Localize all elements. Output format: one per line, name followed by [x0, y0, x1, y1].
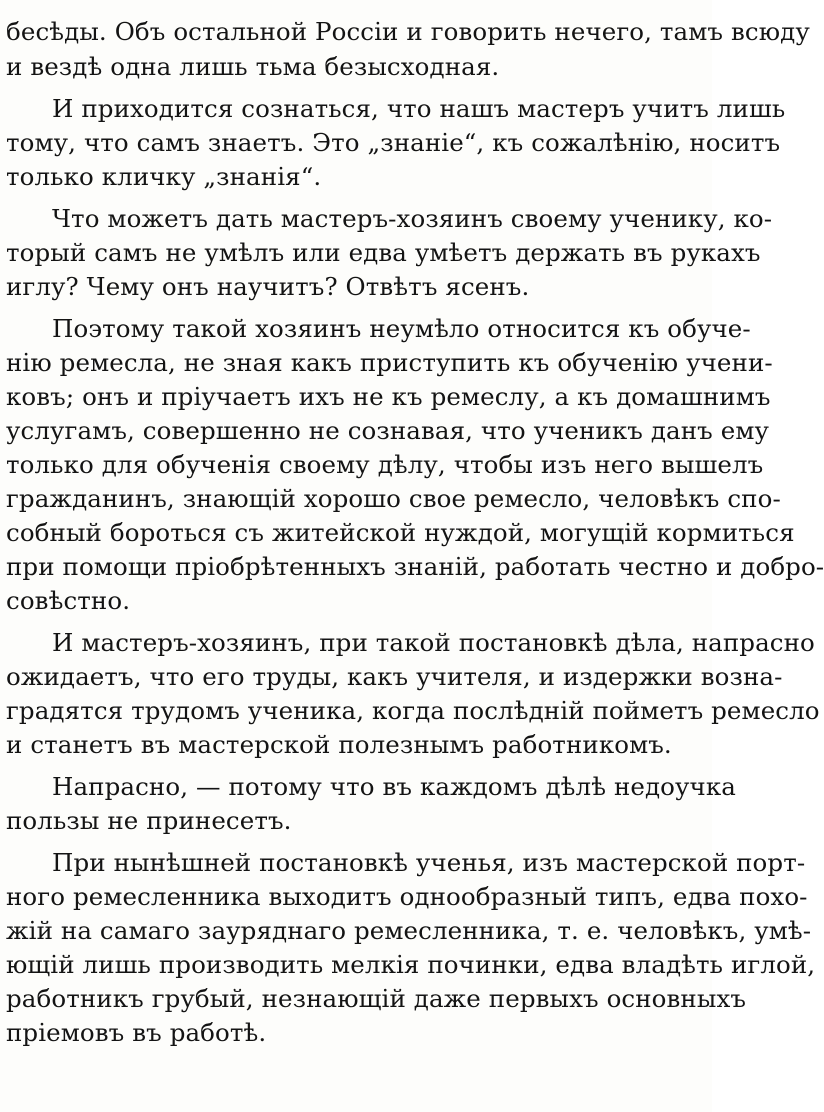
text-line: работникъ грубый, незнающій даже первыхъ основныхъ: [6, 984, 747, 1013]
text-line: жій на самаго зауряднаго ремесленника, т. е. человѣкъ, умѣ-: [6, 916, 812, 945]
text-line: ковъ; онъ и пріучаетъ ихъ не къ ремеслу, а къ домашнимъ: [6, 382, 771, 411]
text-line: и станетъ въ мастерской полезнымъ работникомъ.: [6, 730, 672, 759]
text-line: ного ремесленника выходитъ однообразный типъ, едва похо-: [6, 882, 808, 911]
paragraph-first-line: Поэтому такой хозяинъ неумѣло относится къ обуче-: [52, 314, 751, 343]
text-line: торый самъ не умѣлъ или едва умѣетъ держать въ рукахъ: [6, 238, 761, 267]
text-line: услугамъ, совершенно не сознавая, что ученикъ данъ ему: [6, 416, 770, 445]
paragraph-first-line: Напрасно, — потому что въ каждомъ дѣлѣ недоучка: [52, 772, 736, 801]
text-line: и вездѣ одна лишь тьма безысходная.: [6, 52, 500, 81]
paragraph-first-line: При нынѣшней постановкѣ ученья, изъ мастерской порт-: [52, 848, 806, 877]
text-line: совѣстно.: [6, 586, 131, 615]
paragraph-first-line: И приходится сознаться, что нашъ мастеръ учитъ лишь: [52, 94, 786, 123]
paragraph-first-line: Что можетъ дать мастеръ-хозяинъ своему ученику, ко-: [52, 204, 773, 233]
text-line: только кличку „знанія“.: [6, 162, 322, 191]
text-line: иглу? Чему онъ научитъ? Отвѣтъ ясенъ.: [6, 272, 530, 301]
text-line: пользы не принесетъ.: [6, 806, 292, 835]
text-line: градятся трудомъ ученика, когда послѣдній пойметъ ремесло: [6, 696, 820, 725]
text-line: ожидаетъ, что его труды, какъ учителя, и издержки возна-: [6, 662, 783, 691]
paragraph-first-line: И мастеръ-хозяинъ, при такой постановкѣ дѣла, напрасно: [52, 628, 815, 657]
text-line: ющій лишь производить мелкія починки, едва владѣть иглой,: [6, 950, 816, 979]
text-line: собный бороться съ житейской нуждой, могущій кормиться: [6, 518, 795, 547]
text-line: бесѣды. Объ остальной Россіи и говорить нечего, тамъ всюду: [6, 17, 810, 46]
text-line: при помощи пріобрѣтенныхъ знаній, работать честно и добро-: [6, 552, 824, 581]
text-line: гражданинъ, знающій хорошо свое ремесло, человѣкъ спо-: [6, 484, 781, 513]
text-line: только для обученія своему дѣлу, чтобы изъ него вышелъ: [6, 450, 764, 479]
text-line: нію ремесла, не зная какъ приступить къ обученію учени-: [6, 348, 773, 377]
text-line: пріемовъ въ работѣ.: [6, 1018, 267, 1047]
text-line: тому, что самъ знаетъ. Это „знаніе“, къ сожалѣнію, носитъ: [6, 128, 781, 157]
